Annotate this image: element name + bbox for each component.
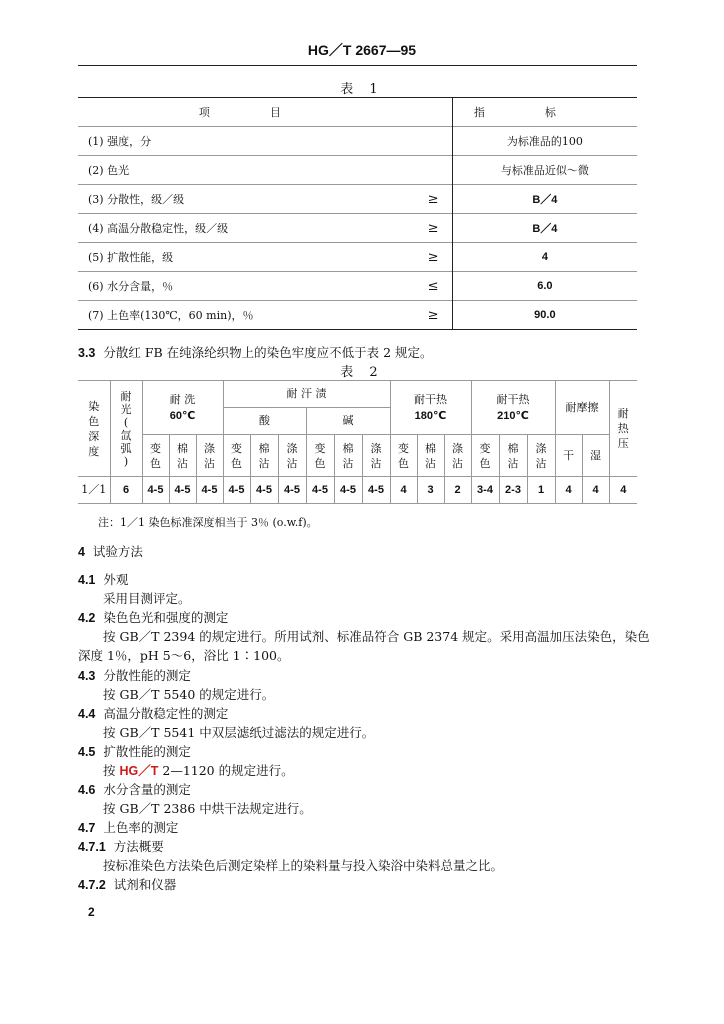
table1-item: (2) 色光 bbox=[78, 156, 414, 185]
sub-header: 涤 沾 bbox=[444, 435, 471, 477]
data-cell: 3-4 bbox=[471, 477, 499, 504]
col-dry210: 耐干热 210℃ bbox=[471, 381, 555, 435]
sub-header: 棉 沾 bbox=[417, 435, 444, 477]
table1-caption: 表 1 bbox=[340, 82, 384, 97]
col-rub: 耐摩擦 bbox=[555, 381, 609, 435]
table2-header-row-1 bbox=[78, 381, 637, 408]
section-4-heading: 4 试验方法 bbox=[78, 544, 143, 559]
table1-sym bbox=[414, 156, 452, 185]
data-cell: 2-3 bbox=[499, 477, 527, 504]
sub-header: 变 色 bbox=[306, 435, 334, 477]
clause-4-3: 4.3 分散性能的测定 bbox=[78, 668, 191, 683]
table1-value: 与标准品近似～微 bbox=[452, 156, 637, 185]
table1-value: 4 bbox=[452, 243, 637, 272]
clause-4-2-body-2: 深度 1％，pH 5～6，浴比 1∶100。 bbox=[78, 648, 290, 663]
clause-4-2: 4.2 染色色光和强度的测定 bbox=[78, 610, 229, 625]
data-cell: 4-5 bbox=[223, 477, 250, 504]
sub-header: 变 色 bbox=[142, 435, 169, 477]
data-cell: 3 bbox=[417, 477, 444, 504]
table1-item: (3) 分散性，级／级 bbox=[78, 185, 414, 214]
data-cell: 4 bbox=[555, 477, 582, 504]
table1-row bbox=[78, 156, 637, 185]
table1-sym: ≥ bbox=[414, 301, 452, 330]
data-cell: 4-5 bbox=[278, 477, 306, 504]
table1-value: B／4 bbox=[452, 214, 637, 243]
table-2 bbox=[78, 380, 637, 504]
table1-header-row bbox=[78, 98, 637, 127]
clause-4-7-1: 4.7.1 方法概要 bbox=[78, 839, 164, 854]
table1-row bbox=[78, 272, 637, 301]
sub-header: 变 色 bbox=[471, 435, 499, 477]
table1-sym: ≥ bbox=[414, 214, 452, 243]
table2-caption: 表 2 bbox=[340, 365, 384, 380]
data-cell: 4-5 bbox=[196, 477, 223, 504]
clause-4-7-1-body: 按标准染色方法染色后测定染样上的染料量与投入染浴中染料总量之比。 bbox=[103, 858, 504, 873]
data-cell: 4-5 bbox=[306, 477, 334, 504]
table1-row bbox=[78, 243, 637, 272]
sub-header: 涤 沾 bbox=[196, 435, 223, 477]
table1-value: 6.0 bbox=[452, 272, 637, 301]
data-cell: 1／1 bbox=[78, 477, 110, 504]
table1-sym bbox=[414, 127, 452, 156]
data-cell: 2 bbox=[444, 477, 471, 504]
table2-header-row-3 bbox=[78, 435, 637, 477]
clause-4-6-body: 按 GB／T 2386 中烘干法规定进行。 bbox=[103, 801, 312, 816]
col-wash: 耐 洗 60℃ bbox=[142, 381, 223, 435]
table1-item: (4) 高温分散稳定性，级／级 bbox=[78, 214, 414, 243]
sub-header: 涤 沾 bbox=[278, 435, 306, 477]
sub-header: 棉 沾 bbox=[169, 435, 196, 477]
table1-row bbox=[78, 127, 637, 156]
sub-header: 涤 沾 bbox=[527, 435, 555, 477]
data-cell: 4-5 bbox=[250, 477, 278, 504]
table1-row bbox=[78, 301, 637, 330]
sub-header: 棉 沾 bbox=[499, 435, 527, 477]
table1-item: (1) 强度，分 bbox=[78, 127, 414, 156]
sub-header: 涤 沾 bbox=[362, 435, 390, 477]
clause-4-7: 4.7 上色率的测定 bbox=[78, 820, 179, 835]
data-cell: 1 bbox=[527, 477, 555, 504]
table1-value: 90.0 bbox=[452, 301, 637, 330]
highlighted-standard: HG／T bbox=[119, 764, 159, 778]
table2-note: 注：1／1 染色标准深度相当于 3％ (o.w.f)。 bbox=[98, 516, 318, 529]
table1-item: (5) 扩散性能，级 bbox=[78, 243, 414, 272]
col-press: 耐 热 压 bbox=[609, 381, 637, 477]
col-light: 耐 光 ( 氙 弧 ) bbox=[110, 381, 142, 477]
clause-4-1-body: 采用目测评定。 bbox=[103, 591, 191, 606]
page-number: 2 bbox=[88, 905, 95, 919]
sub-header: 变 色 bbox=[390, 435, 417, 477]
col-alkali: 碱 bbox=[306, 408, 390, 435]
table1-item: (7) 上色率(130℃，60 min)，％ bbox=[78, 301, 414, 330]
sub-header: 变 色 bbox=[223, 435, 250, 477]
col-dry180: 耐干热 180℃ bbox=[390, 381, 471, 435]
table1-item: (6) 水分含量，％ bbox=[78, 272, 414, 301]
col-acid: 酸 bbox=[223, 408, 306, 435]
clause-4-4-body: 按 GB／T 5541 中双层滤纸过滤法的规定进行。 bbox=[103, 725, 375, 740]
data-cell: 4 bbox=[609, 477, 637, 504]
clause-4-5: 4.5 扩散性能的测定 bbox=[78, 744, 191, 759]
table1-sym: ≥ bbox=[414, 243, 452, 272]
data-cell: 6 bbox=[110, 477, 142, 504]
col-sweat: 耐 汗 渍 bbox=[223, 381, 390, 408]
clause-4-5-body: 按 HG／T 2—1120 的规定进行。 bbox=[103, 763, 294, 778]
data-cell: 4-5 bbox=[142, 477, 169, 504]
table1-sym: ≥ bbox=[414, 185, 452, 214]
table2-data-row bbox=[78, 477, 637, 504]
table1-sym: ≤ bbox=[414, 272, 452, 301]
data-cell: 4 bbox=[582, 477, 609, 504]
sub-header: 棉 沾 bbox=[250, 435, 278, 477]
table1-value: B／4 bbox=[452, 185, 637, 214]
clause-4-3-body: 按 GB／T 5540 的规定进行。 bbox=[103, 687, 275, 702]
header-rule bbox=[78, 65, 637, 66]
table-1 bbox=[78, 97, 637, 330]
table1-value: 为标准品的100 bbox=[452, 127, 637, 156]
sub-header-wet: 湿 bbox=[582, 435, 609, 477]
clause-4-6: 4.6 水分含量的测定 bbox=[78, 782, 191, 797]
data-cell: 4-5 bbox=[362, 477, 390, 504]
table1-row bbox=[78, 214, 637, 243]
sub-header-dry: 干 bbox=[555, 435, 582, 477]
table1-row bbox=[78, 185, 637, 214]
document-header: HG／T 2667—95 bbox=[307, 42, 417, 58]
clause-4-1: 4.1 外观 bbox=[78, 572, 129, 587]
clause-3-3: 3.3 分散红 FB 在纯涤纶织物上的染色牢度应不低于表 2 规定。 bbox=[78, 345, 433, 360]
table1-head-item: 项目 bbox=[198, 106, 341, 119]
data-cell: 4 bbox=[390, 477, 417, 504]
clause-4-7-2: 4.7.2 试剂和仪器 bbox=[78, 877, 177, 892]
sub-header: 棉 沾 bbox=[334, 435, 362, 477]
data-cell: 4-5 bbox=[169, 477, 196, 504]
data-cell: 4-5 bbox=[334, 477, 362, 504]
table1-head-value: 指标 bbox=[452, 98, 637, 127]
clause-4-2-body-1: 按 GB／T 2394 的规定进行。所用试剂、标准品符合 GB 2374 规定。采用高温加压法染色，染色 bbox=[103, 629, 650, 644]
clause-4-4: 4.4 高温分散稳定性的测定 bbox=[78, 706, 229, 721]
col-depth: 染 色 深 度 bbox=[78, 381, 110, 477]
